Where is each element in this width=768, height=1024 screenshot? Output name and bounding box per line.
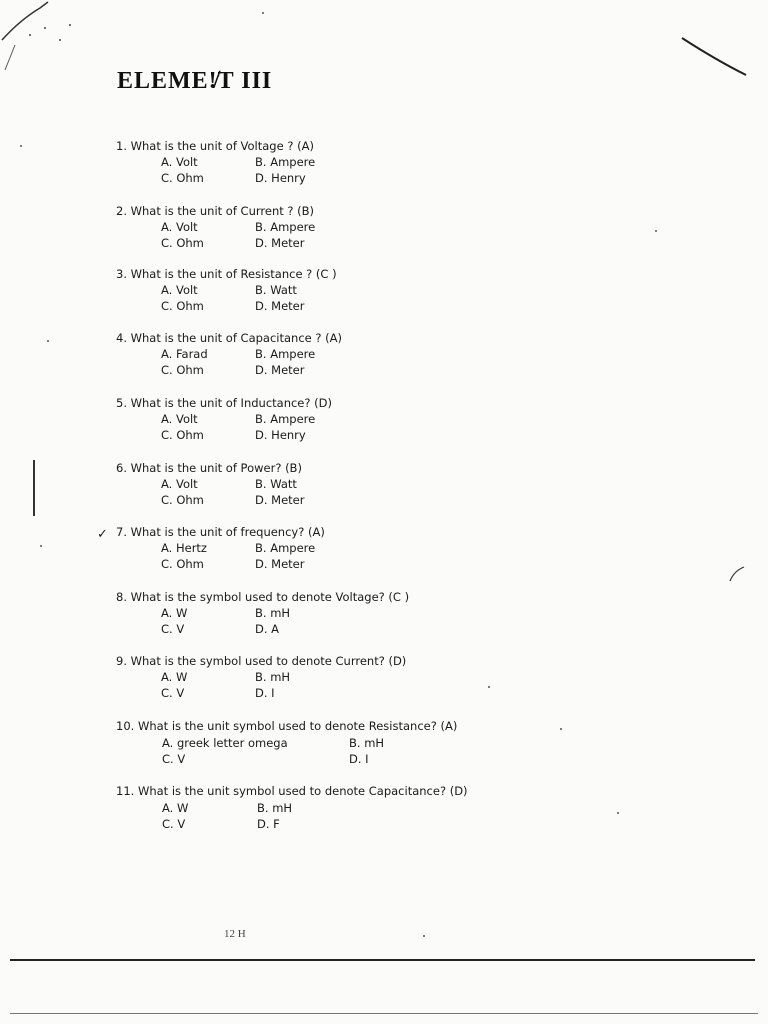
option-d: D. Meter	[255, 493, 305, 507]
option-a: A. Hertz	[161, 541, 207, 555]
option-c: C. Ohm	[161, 171, 204, 185]
option-d: D. Henry	[255, 171, 306, 185]
option-b: B. mH	[257, 801, 293, 815]
scan-speck	[655, 230, 657, 232]
bottom-rule	[10, 959, 755, 961]
margin-scan-line	[33, 460, 35, 516]
scan-speck	[47, 340, 49, 342]
bottom-edge-line	[10, 1013, 758, 1014]
option-b: B. Ampere	[255, 155, 316, 169]
option-b: B. mH	[255, 606, 291, 620]
option-a: A. W	[161, 606, 188, 620]
option-c: C. V	[161, 622, 185, 636]
right-margin-scan-mark	[728, 565, 748, 585]
option-c: C. V	[162, 752, 186, 766]
scan-speck	[262, 12, 264, 14]
page-title: ELEME!̸T III	[117, 68, 273, 94]
option-c: C. Ohm	[161, 363, 204, 377]
option-a: A. W	[162, 801, 189, 815]
option-b: B. Ampere	[255, 412, 316, 426]
option-c: C. Ohm	[161, 428, 204, 442]
option-d: D. I	[349, 752, 369, 766]
option-a: A. W	[161, 670, 188, 684]
question-text: 5. What is the unit of Inductance? (D)	[116, 396, 332, 410]
option-a: A. Volt	[161, 155, 198, 169]
scan-speck	[20, 145, 22, 147]
option-b: B. Ampere	[255, 220, 316, 234]
page-number: 12 H	[224, 928, 246, 940]
option-a: A. Volt	[161, 477, 198, 491]
option-d: D. I	[255, 686, 275, 700]
question-text: 6. What is the unit of Power? (B)	[116, 461, 302, 475]
option-a: A. Volt	[161, 220, 198, 234]
question-text: 1. What is the unit of Voltage ? (A)	[116, 139, 314, 153]
option-a: A. greek letter omega	[162, 736, 288, 750]
option-d: D. F	[257, 817, 280, 831]
corner-scan-artifact	[0, 0, 110, 80]
option-b: B. mH	[349, 736, 385, 750]
question-text: 3. What is the unit of Resistance ? (C )	[116, 267, 337, 281]
question-text: 4. What is the unit of Capacitance ? (A)	[116, 331, 342, 345]
question-text: 11. What is the unit symbol used to denote Capacitance? (D)	[116, 784, 468, 798]
scan-speck	[560, 728, 562, 730]
option-d: D. Meter	[255, 363, 305, 377]
option-c: C. Ohm	[161, 557, 204, 571]
option-b: B. Watt	[255, 283, 297, 297]
corner-scan-mark	[676, 30, 756, 80]
scan-speck	[488, 686, 490, 688]
option-b: B. Watt	[255, 477, 297, 491]
option-b: B. Ampere	[255, 541, 316, 555]
option-d: D. Meter	[255, 557, 305, 571]
handwritten-check-mark: ✓	[97, 527, 108, 542]
scan-speck	[423, 935, 425, 937]
question-text: 2. What is the unit of Current ? (B)	[116, 204, 315, 218]
option-a: A. Farad	[161, 347, 208, 361]
option-c: C. Ohm	[161, 299, 204, 313]
option-c: C. V	[161, 686, 185, 700]
option-b: B. Ampere	[255, 347, 316, 361]
option-a: A. Volt	[161, 412, 198, 426]
option-c: C. Ohm	[161, 236, 204, 250]
question-text: 8. What is the symbol used to denote Voltage? (C )	[116, 590, 410, 604]
option-d: D. Meter	[255, 299, 305, 313]
scan-speck	[617, 812, 619, 814]
question-text: 10. What is the unit symbol used to denote Resistance? (A)	[116, 719, 458, 733]
option-b: B. mH	[255, 670, 291, 684]
option-d: D. Henry	[255, 428, 306, 442]
option-d: D. A	[255, 622, 280, 636]
option-c: C. V	[162, 817, 186, 831]
option-d: D. Meter	[255, 236, 305, 250]
scan-speck	[40, 545, 42, 547]
option-a: A. Volt	[161, 283, 198, 297]
question-text: 7. What is the unit of frequency? (A)	[116, 525, 325, 539]
question-text: 9. What is the symbol used to denote Current? (D)	[116, 654, 407, 668]
option-c: C. Ohm	[161, 493, 204, 507]
